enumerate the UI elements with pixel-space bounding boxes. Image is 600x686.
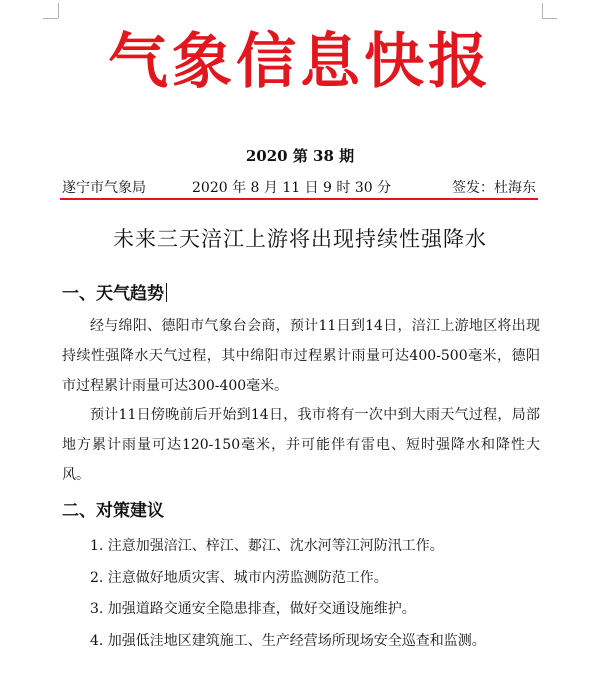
issuer: 遂宁市气象局 (62, 180, 146, 196)
list-item: 1. 注意加强涪江、梓江、郪江、沈水河等江河防汛工作。 (90, 538, 444, 554)
crop-mark-top-right-vertical (542, 3, 543, 18)
text-cursor (166, 283, 167, 302)
section-heading-text: 一、天气趋势 (62, 284, 164, 304)
bulletin-info-row (62, 178, 538, 198)
crop-mark-top-left-vertical (58, 3, 59, 18)
headline: 未来三天涪江上游将出现持续性强降水 (113, 227, 487, 251)
section-heading-countermeasures: 二、对策建议 (62, 501, 164, 521)
section-heading-weather-trend (62, 282, 167, 306)
signoff: 签发：杜海东 (452, 180, 536, 196)
list-item: 2. 注意做好地质灾害、城市内涝监测防范工作。 (90, 569, 388, 586)
countermeasure-list (90, 531, 530, 657)
issue-date: 2020 年 8 月 11 日 9 时 30 分 (192, 180, 392, 196)
crop-mark-top-left-horizontal (43, 18, 58, 19)
list-item: 4. 加强低洼地区建筑施工、生产经营场所现场安全巡查和监测。 (90, 632, 486, 649)
crop-mark-top-right-horizontal (542, 18, 557, 19)
issue-number: 2020 第 38 期 (245, 147, 355, 165)
masthead-title: 气象信息快报 (108, 27, 492, 97)
list-item: 3. 加强道路交通安全隐患排查，做好交通设施维护。 (90, 601, 416, 617)
red-divider-rule (60, 198, 538, 200)
paragraph: 预计11日傍晚前后开始到14日，我市将有一次中到大雨天气过程，局部地方累计雨量可达120-150毫米，并可能伴有雷电、短时强降水和降性大风。 (62, 407, 540, 483)
paragraph: 经与绵阳、德阳市气象台会商，预计11日到14日，涪江上游地区将出现持续性强降水天气过程，其中绵阳市过程累计雨量可达400-500毫米，德阳市过程累计雨量可达300-400毫米。 (62, 318, 540, 394)
